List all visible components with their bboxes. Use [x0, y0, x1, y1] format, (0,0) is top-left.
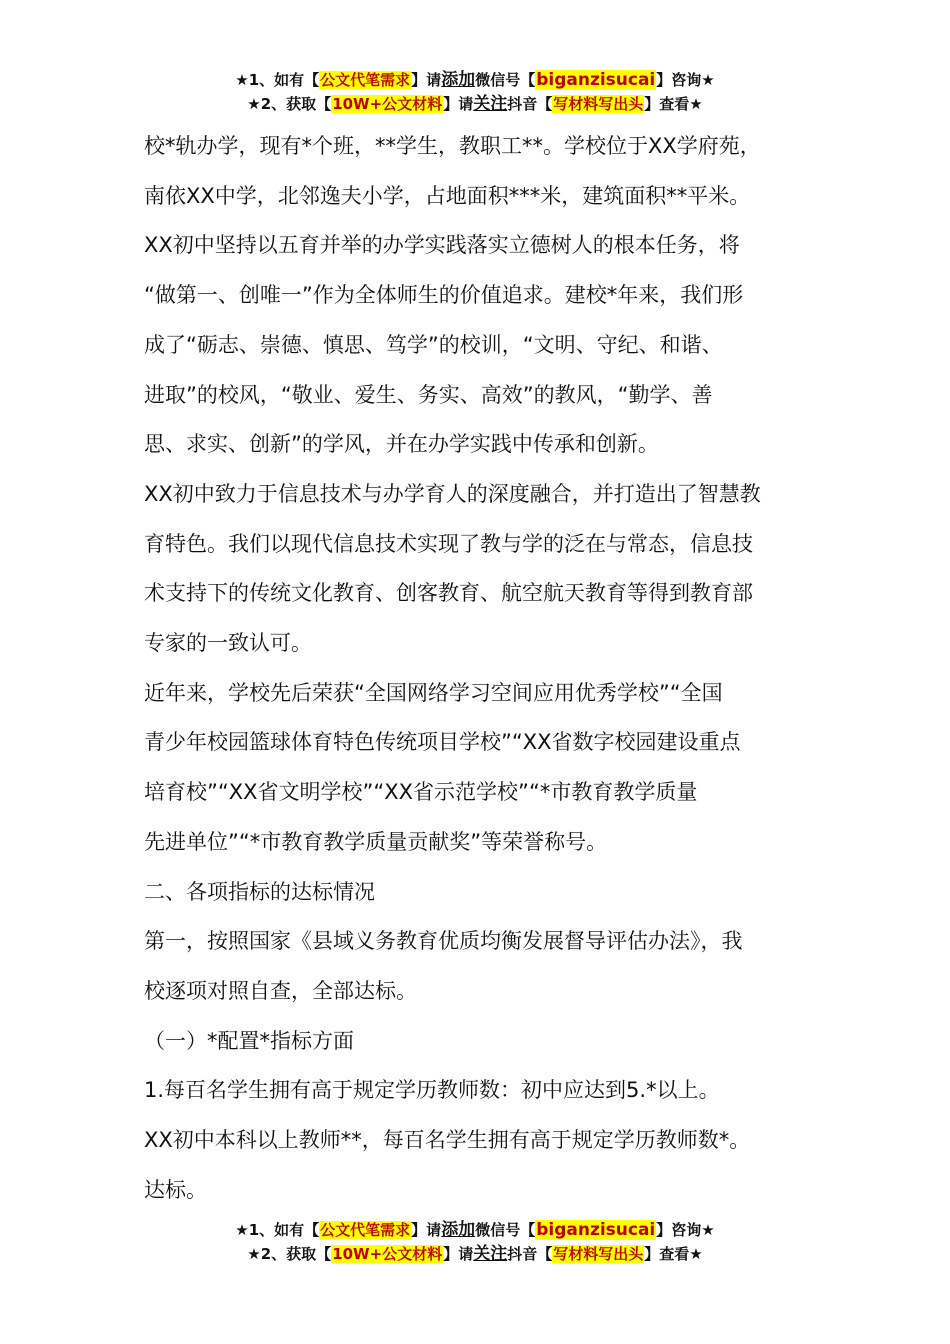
text-line: 南依XX中学，北邻逸夫小学，占地面积***米，建筑面积**平米。	[144, 183, 751, 208]
underlined-follow: 关注	[473, 1244, 508, 1264]
highlight-douyin: 写材料写出头	[553, 1245, 644, 1263]
text-line: 专家的一致认可。	[144, 631, 312, 656]
banner-line-1	[0, 68, 950, 92]
banner-text: 】查看★	[644, 1245, 703, 1263]
text-line: 第一，按照国家《县域义务教育优质均衡发展督导评估办法》，我	[144, 929, 743, 954]
banner-line-1	[0, 1218, 950, 1242]
highlight-wechat-id: biganzisucai	[536, 1220, 656, 1240]
banner-text: ★2、获取【	[247, 1245, 332, 1263]
banner-text: 抖音【	[507, 95, 553, 113]
banner-text: ★2、获取【	[247, 95, 332, 113]
banner-text: 】查看★	[644, 95, 703, 113]
text-line: 校逐项对照自查，全部达标。	[144, 978, 417, 1003]
text-line: 达标。	[144, 1177, 207, 1202]
highlight-wechat-id: biganzisucai	[536, 70, 656, 90]
text-line: 育特色。我们以现代信息技术实现了教与学的泛在与常态，信息技	[144, 531, 753, 556]
text-line: 先进单位”“*市教育教学质量贡献奖”等荣誉称号。	[144, 829, 608, 854]
banner-text: 】请	[411, 71, 442, 89]
banner-text: 】咨询★	[656, 71, 715, 89]
text-line: 成了“砺志、崇德、慎思、笃学”的校训，“文明、守纪、和谐、	[144, 332, 723, 357]
banner-text: 微信号【	[475, 1221, 536, 1239]
text-line: XX初中致力于信息技术与办学育人的深度融合，并打造出了智慧教	[144, 481, 761, 506]
text-line: 思、求实、创新”的学风，并在办学实践中传承和创新。	[144, 432, 659, 457]
highlight-service: 公文代笔需求	[320, 1221, 411, 1239]
text-line: “做第一、创唯一”作为全体师生的价值追求。建校*年来，我们形	[144, 283, 744, 308]
text-line: XX初中本科以上教师**，每百名学生拥有高于规定学历教师数*。	[144, 1128, 751, 1153]
underlined-follow: 关注	[473, 94, 508, 114]
banner-text: ★1、如有【	[235, 71, 320, 89]
text-line: 进取”的校风，“敬业、爱生、务实、高效”的教风，“勤学、善	[144, 382, 713, 407]
highlight-service: 公文代笔需求	[320, 71, 411, 89]
banner-text: 微信号【	[475, 71, 536, 89]
subsection-heading: （一）*配置*指标方面	[144, 1028, 354, 1053]
text-line: 术支持下的传统文化教育、创客教育、航空航天教育等得到教育部	[144, 581, 753, 606]
text-line: 青少年校园篮球体育特色传统项目学校”“XX省数字校园建设重点	[144, 730, 741, 755]
section-heading: 二、各项指标的达标情况	[144, 879, 375, 904]
text-line: XX初中坚持以五育并举的办学实践落实立德树人的根本任务，将	[144, 233, 740, 258]
footer-banner	[0, 1218, 950, 1266]
banner-text: 】请	[411, 1221, 442, 1239]
document-body	[144, 122, 812, 1215]
banner-text: 】请	[443, 1245, 474, 1263]
banner-line-2	[0, 92, 950, 116]
text-line: 近年来，学校先后荣获“全国网络学习空间应用优秀学校”“全国	[144, 680, 723, 705]
text-line: 1.每百名学生拥有高于规定学历教师数：初中应达到5.*以上。	[144, 1078, 720, 1103]
banner-text: 】请	[443, 95, 474, 113]
header-banner	[0, 68, 950, 116]
banner-text: 抖音【	[507, 1245, 553, 1263]
banner-text: ★1、如有【	[235, 1221, 320, 1239]
highlight-douyin: 写材料写出头	[553, 95, 644, 113]
highlight-materials: 10W+公文材料	[332, 1245, 443, 1263]
underlined-add: 添加	[441, 70, 476, 90]
text-line: 培育校”“XX省文明学校”“XX省示范学校”“*市教育教学质量	[144, 780, 698, 805]
text-line: 校*轨办学，现有*个班，**学生，教职工**。学校位于XX学府苑，	[144, 134, 761, 158]
highlight-materials: 10W+公文材料	[332, 95, 443, 113]
banner-text: 】咨询★	[656, 1221, 715, 1239]
banner-line-2	[0, 1242, 950, 1266]
underlined-add: 添加	[441, 1220, 476, 1240]
